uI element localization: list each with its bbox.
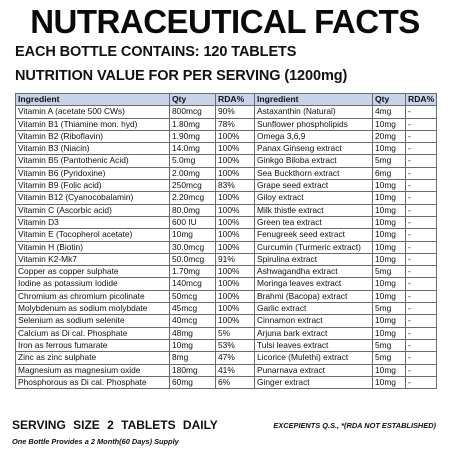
qty-cell-2: 6mg	[373, 167, 406, 179]
qty-cell: 2.00mg	[170, 167, 216, 179]
ingredient-cell-2: Astaxanthin (Natural)	[255, 106, 373, 118]
rda-cell-2: -	[406, 241, 437, 253]
table-row	[16, 106, 437, 118]
ingredient-cell-2: Tulsi leaves extract	[255, 339, 373, 351]
ingredient-cell: Vitamin B5 (Pantothenic Acid)	[16, 155, 170, 167]
ingredient-cell-2: Fenugreek seed extract	[255, 229, 373, 241]
table-row	[16, 376, 437, 388]
rda-cell: 100%	[216, 204, 255, 216]
ingredient-cell: Vitamin C (Ascorbic acid)	[16, 204, 170, 216]
rda-cell-2: -	[406, 192, 437, 204]
table-row	[16, 303, 437, 315]
ingredient-cell-2: Milk thistle extract	[255, 204, 373, 216]
ingredient-cell: Vitamin B12 (Cyanocobalamin)	[16, 192, 170, 204]
rda-cell-2: -	[406, 155, 437, 167]
rda-cell-2: -	[406, 216, 437, 228]
ingredient-cell-2: Green tea extract	[255, 216, 373, 228]
table-row	[16, 278, 437, 290]
qty-cell: 40mcg	[170, 315, 216, 327]
table-row	[16, 155, 437, 167]
rda-cell-2: -	[406, 180, 437, 192]
qty-cell: 1.80mg	[170, 118, 216, 130]
ingredient-cell: Iodine as potassium Iodide	[16, 278, 170, 290]
qty-cell-2: 10mg	[373, 315, 406, 327]
header-ingredient: Ingredient	[16, 94, 170, 106]
qty-cell: 180mg	[170, 364, 216, 376]
ingredient-cell-2: Licorice (Mulethi) extract	[255, 352, 373, 364]
rda-cell-2: -	[406, 143, 437, 155]
ingredient-cell: Chromium as chromium picolinate	[16, 290, 170, 302]
qty-cell-2: 10mg	[373, 290, 406, 302]
qty-cell: 80.0mg	[170, 204, 216, 216]
qty-cell-2: 4mg	[373, 106, 406, 118]
ingredient-cell-2: Punarnava extract	[255, 364, 373, 376]
ingredient-cell: Selenium as sodium selenite	[16, 315, 170, 327]
ingredient-cell-2: Omega 3,6,9	[255, 130, 373, 142]
rda-cell-2: -	[406, 376, 437, 388]
nutrition-value-heading: NUTRITION VALUE FOR PER SERVING (1200mg)	[15, 68, 348, 84]
qty-cell: 10mg	[170, 229, 216, 241]
table-row	[16, 266, 437, 278]
table-row	[16, 229, 437, 241]
rda-cell: 100%	[216, 315, 255, 327]
bottle-contains: EACH BOTTLE CONTAINS: 120 TABLETS	[15, 44, 297, 60]
ingredient-cell: Vitamin E (Tocopherol acetate)	[16, 229, 170, 241]
ingredient-cell: Zinc as zinc sulphate	[16, 352, 170, 364]
qty-cell: 250mcg	[170, 180, 216, 192]
qty-cell: 10mg	[170, 339, 216, 351]
rda-cell: 100%	[216, 155, 255, 167]
ingredient-cell: Vitamin A (acetate 500 CWs)	[16, 106, 170, 118]
qty-cell: 140mcg	[170, 278, 216, 290]
ingredient-cell: Vitamin K2-Mk7	[16, 253, 170, 265]
qty-cell-2: 10mg	[373, 241, 406, 253]
ingredient-cell-2: Garlic extract	[255, 303, 373, 315]
serving-size: SERVING SIZE 2 TABLETS DAILY	[12, 418, 218, 432]
supply-note: One Bottle Provides a 2 Month(60 Days) Supply	[12, 437, 179, 446]
ingredient-cell-2: Ginkgo Biloba extract	[255, 155, 373, 167]
qty-cell-2: 10mg	[373, 376, 406, 388]
rda-cell: 100%	[216, 167, 255, 179]
rda-cell: 100%	[216, 290, 255, 302]
rda-cell-2: -	[406, 290, 437, 302]
table-row	[16, 290, 437, 302]
ingredient-cell-2: Moringa leaves extract	[255, 278, 373, 290]
qty-cell-2: 10mg	[373, 204, 406, 216]
header-ingredient-2: Ingredient	[255, 94, 373, 106]
table-row	[16, 118, 437, 130]
header-rda: RDA%	[216, 94, 255, 106]
qty-cell-2: 10mg	[373, 364, 406, 376]
ingredient-cell: Vitamin B9 (Folic acid)	[16, 180, 170, 192]
qty-cell: 48mg	[170, 327, 216, 339]
ingredient-cell-2: Spirulina extract	[255, 253, 373, 265]
ingredient-cell: Vitamin B2 (Riboflavin)	[16, 130, 170, 142]
rda-cell-2: -	[406, 327, 437, 339]
rda-cell-2: -	[406, 118, 437, 130]
table-row	[16, 143, 437, 155]
table-row	[16, 167, 437, 179]
rda-cell: 100%	[216, 303, 255, 315]
qty-cell: 50mcg	[170, 290, 216, 302]
ingredient-cell: Molybdenum as sodium molybdate	[16, 303, 170, 315]
rda-cell: 6%	[216, 376, 255, 388]
qty-cell: 1.90mg	[170, 130, 216, 142]
ingredient-cell: Phosphorous as Di cal. Phosphate	[16, 376, 170, 388]
qty-cell-2: 10mg	[373, 327, 406, 339]
qty-cell-2: 10mg	[373, 253, 406, 265]
qty-cell: 45mcg	[170, 303, 216, 315]
qty-cell-2: 10mg	[373, 216, 406, 228]
page-title: NUTRACEUTICAL FACTS	[30, 3, 420, 40]
rda-cell: 100%	[216, 229, 255, 241]
qty-cell-2: 5mg	[373, 303, 406, 315]
qty-cell: 8mg	[170, 352, 216, 364]
ingredient-cell-2: Ashwagandha extract	[255, 266, 373, 278]
qty-cell: 1.70mg	[170, 266, 216, 278]
qty-cell: 14.0mg	[170, 143, 216, 155]
rda-cell-2: -	[406, 106, 437, 118]
ingredient-cell-2: Curcumin (Turmeric extract)	[255, 241, 373, 253]
ingredient-cell: Iron as ferrous fumarate	[16, 339, 170, 351]
qty-cell-2: 10mg	[373, 192, 406, 204]
qty-cell: 30.0mcg	[170, 241, 216, 253]
ingredient-cell: Vitamin B6 (Pyridoxine)	[16, 167, 170, 179]
rda-cell: 78%	[216, 118, 255, 130]
ingredient-cell-2: Grape seed extract	[255, 180, 373, 192]
qty-cell: 5.0mg	[170, 155, 216, 167]
ingredient-cell: Vitamin B1 (Thiamine mon. hyd)	[16, 118, 170, 130]
table-row	[16, 204, 437, 216]
table-row	[16, 241, 437, 253]
qty-cell-2: 5mg	[373, 352, 406, 364]
ingredient-cell-2: Arjuna bark extract	[255, 327, 373, 339]
rda-cell: 100%	[216, 143, 255, 155]
rda-cell-2: -	[406, 167, 437, 179]
rda-cell: 83%	[216, 180, 255, 192]
qty-cell-2: 10mg	[373, 229, 406, 241]
ingredient-cell: Vitamin D3	[16, 216, 170, 228]
rda-cell: 53%	[216, 339, 255, 351]
table-row	[16, 192, 437, 204]
rda-cell: 100%	[216, 192, 255, 204]
ingredient-cell-2: Sunflower phospholipids	[255, 118, 373, 130]
qty-cell-2: 5mg	[373, 339, 406, 351]
qty-cell: 50.0mcg	[170, 253, 216, 265]
table-row	[16, 253, 437, 265]
rda-cell: 47%	[216, 352, 255, 364]
table-row	[16, 364, 437, 376]
qty-cell: 60mg	[170, 376, 216, 388]
table-row	[16, 216, 437, 228]
rda-cell: 100%	[216, 266, 255, 278]
rda-cell-2: -	[406, 339, 437, 351]
rda-cell-2: -	[406, 204, 437, 216]
ingredient-cell-2: Sea Buckthorn extract	[255, 167, 373, 179]
ingredient-cell: Magnesium as magnesium oxide	[16, 364, 170, 376]
qty-cell-2: 5mg	[373, 266, 406, 278]
ingredient-cell-2: Panax Ginseng extract	[255, 143, 373, 155]
table-row	[16, 130, 437, 142]
header-rda-2: RDA%	[406, 94, 437, 106]
qty-cell: 2.20mcg	[170, 192, 216, 204]
ingredient-cell: Vitamin B3 (Niacin)	[16, 143, 170, 155]
qty-cell-2: 10mg	[373, 278, 406, 290]
table-row	[16, 339, 437, 351]
rda-cell-2: -	[406, 253, 437, 265]
rda-cell: 91%	[216, 253, 255, 265]
header-qty-2: Qty	[373, 94, 406, 106]
rda-cell-2: -	[406, 315, 437, 327]
qty-cell-2: 10mg	[373, 180, 406, 192]
qty-cell: 600 IU	[170, 216, 216, 228]
ingredient-cell-2: Brahmi (Bacopa) extract	[255, 290, 373, 302]
qty-cell-2: 10mg	[373, 118, 406, 130]
ingredient-cell-2: Giloy extract	[255, 192, 373, 204]
rda-cell: 5%	[216, 327, 255, 339]
qty-cell-2: 10mg	[373, 143, 406, 155]
rda-cell-2: -	[406, 352, 437, 364]
rda-cell-2: -	[406, 229, 437, 241]
rda-cell: 100%	[216, 216, 255, 228]
rda-cell: 100%	[216, 130, 255, 142]
rda-cell-2: -	[406, 266, 437, 278]
rda-cell: 41%	[216, 364, 255, 376]
rda-cell-2: -	[406, 364, 437, 376]
excipients-note: EXCEPIENTS Q.S., *(RDA NOT ESTABLISHED)	[273, 421, 436, 430]
nutrition-facts-table	[15, 93, 437, 389]
rda-cell-2: -	[406, 130, 437, 142]
rda-cell: 90%	[216, 106, 255, 118]
ingredient-cell: Copper as copper sulphate	[16, 266, 170, 278]
qty-cell-2: 20mg	[373, 130, 406, 142]
table-row	[16, 327, 437, 339]
rda-cell-2: -	[406, 303, 437, 315]
header-qty: Qty	[170, 94, 216, 106]
table-row	[16, 315, 437, 327]
ingredient-cell-2: Cinnamon extract	[255, 315, 373, 327]
qty-cell: 800mcg	[170, 106, 216, 118]
table-row	[16, 180, 437, 192]
table-row	[16, 352, 437, 364]
table-header-row	[16, 94, 437, 106]
rda-cell: 100%	[216, 278, 255, 290]
ingredient-cell-2: Ginger extract	[255, 376, 373, 388]
rda-cell-2: -	[406, 278, 437, 290]
ingredient-cell: Calcium as Di cal. Phosphate	[16, 327, 170, 339]
qty-cell-2: 5mg	[373, 155, 406, 167]
ingredient-cell: Vitamin H (Biotin)	[16, 241, 170, 253]
rda-cell: 100%	[216, 241, 255, 253]
